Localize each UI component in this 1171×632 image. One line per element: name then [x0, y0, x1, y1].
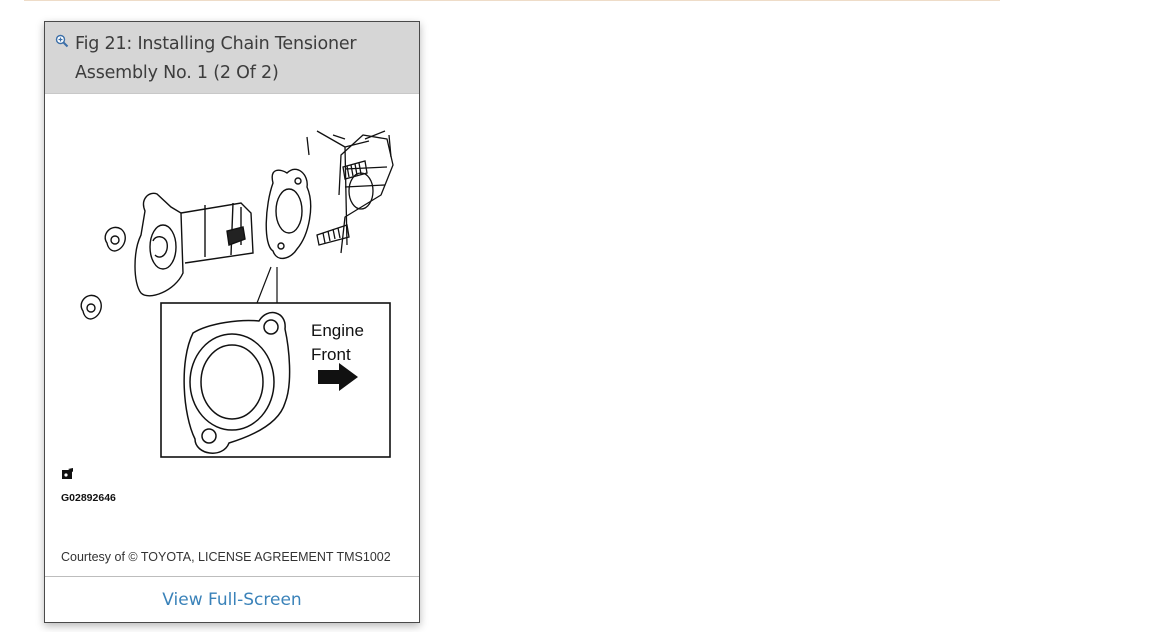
figure-illustration[interactable]: [45, 95, 419, 465]
view-fullscreen-link[interactable]: View Full-Screen: [45, 576, 419, 622]
image-id: G02892646: [61, 492, 116, 504]
engine-front-label-line-1: Engine: [311, 321, 364, 340]
engine-front-arrow-icon: [318, 363, 358, 391]
engine-front-label-line-2: Front: [311, 345, 351, 364]
figure-title-line-2: Assembly No. 1 (2 Of 2): [75, 63, 279, 83]
tensioner-drawing: [81, 193, 253, 319]
figure-title: [75, 30, 407, 88]
camera-icon[interactable]: [62, 468, 74, 480]
gasket-detail-drawing: [184, 313, 289, 454]
callout-lines: [257, 267, 277, 303]
zoom-in-icon[interactable]: [55, 34, 69, 48]
figure-header[interactable]: [45, 22, 419, 94]
courtesy-text: Courtesy of © TOYOTA, LICENSE AGREEMENT TMS1002: [61, 550, 391, 564]
figure-title-line-1: Fig 21: Installing Chain Tensioner: [75, 34, 357, 54]
top-divider: [24, 0, 1000, 1]
gasket-drawing: [266, 169, 310, 258]
figure-card: [44, 21, 420, 623]
